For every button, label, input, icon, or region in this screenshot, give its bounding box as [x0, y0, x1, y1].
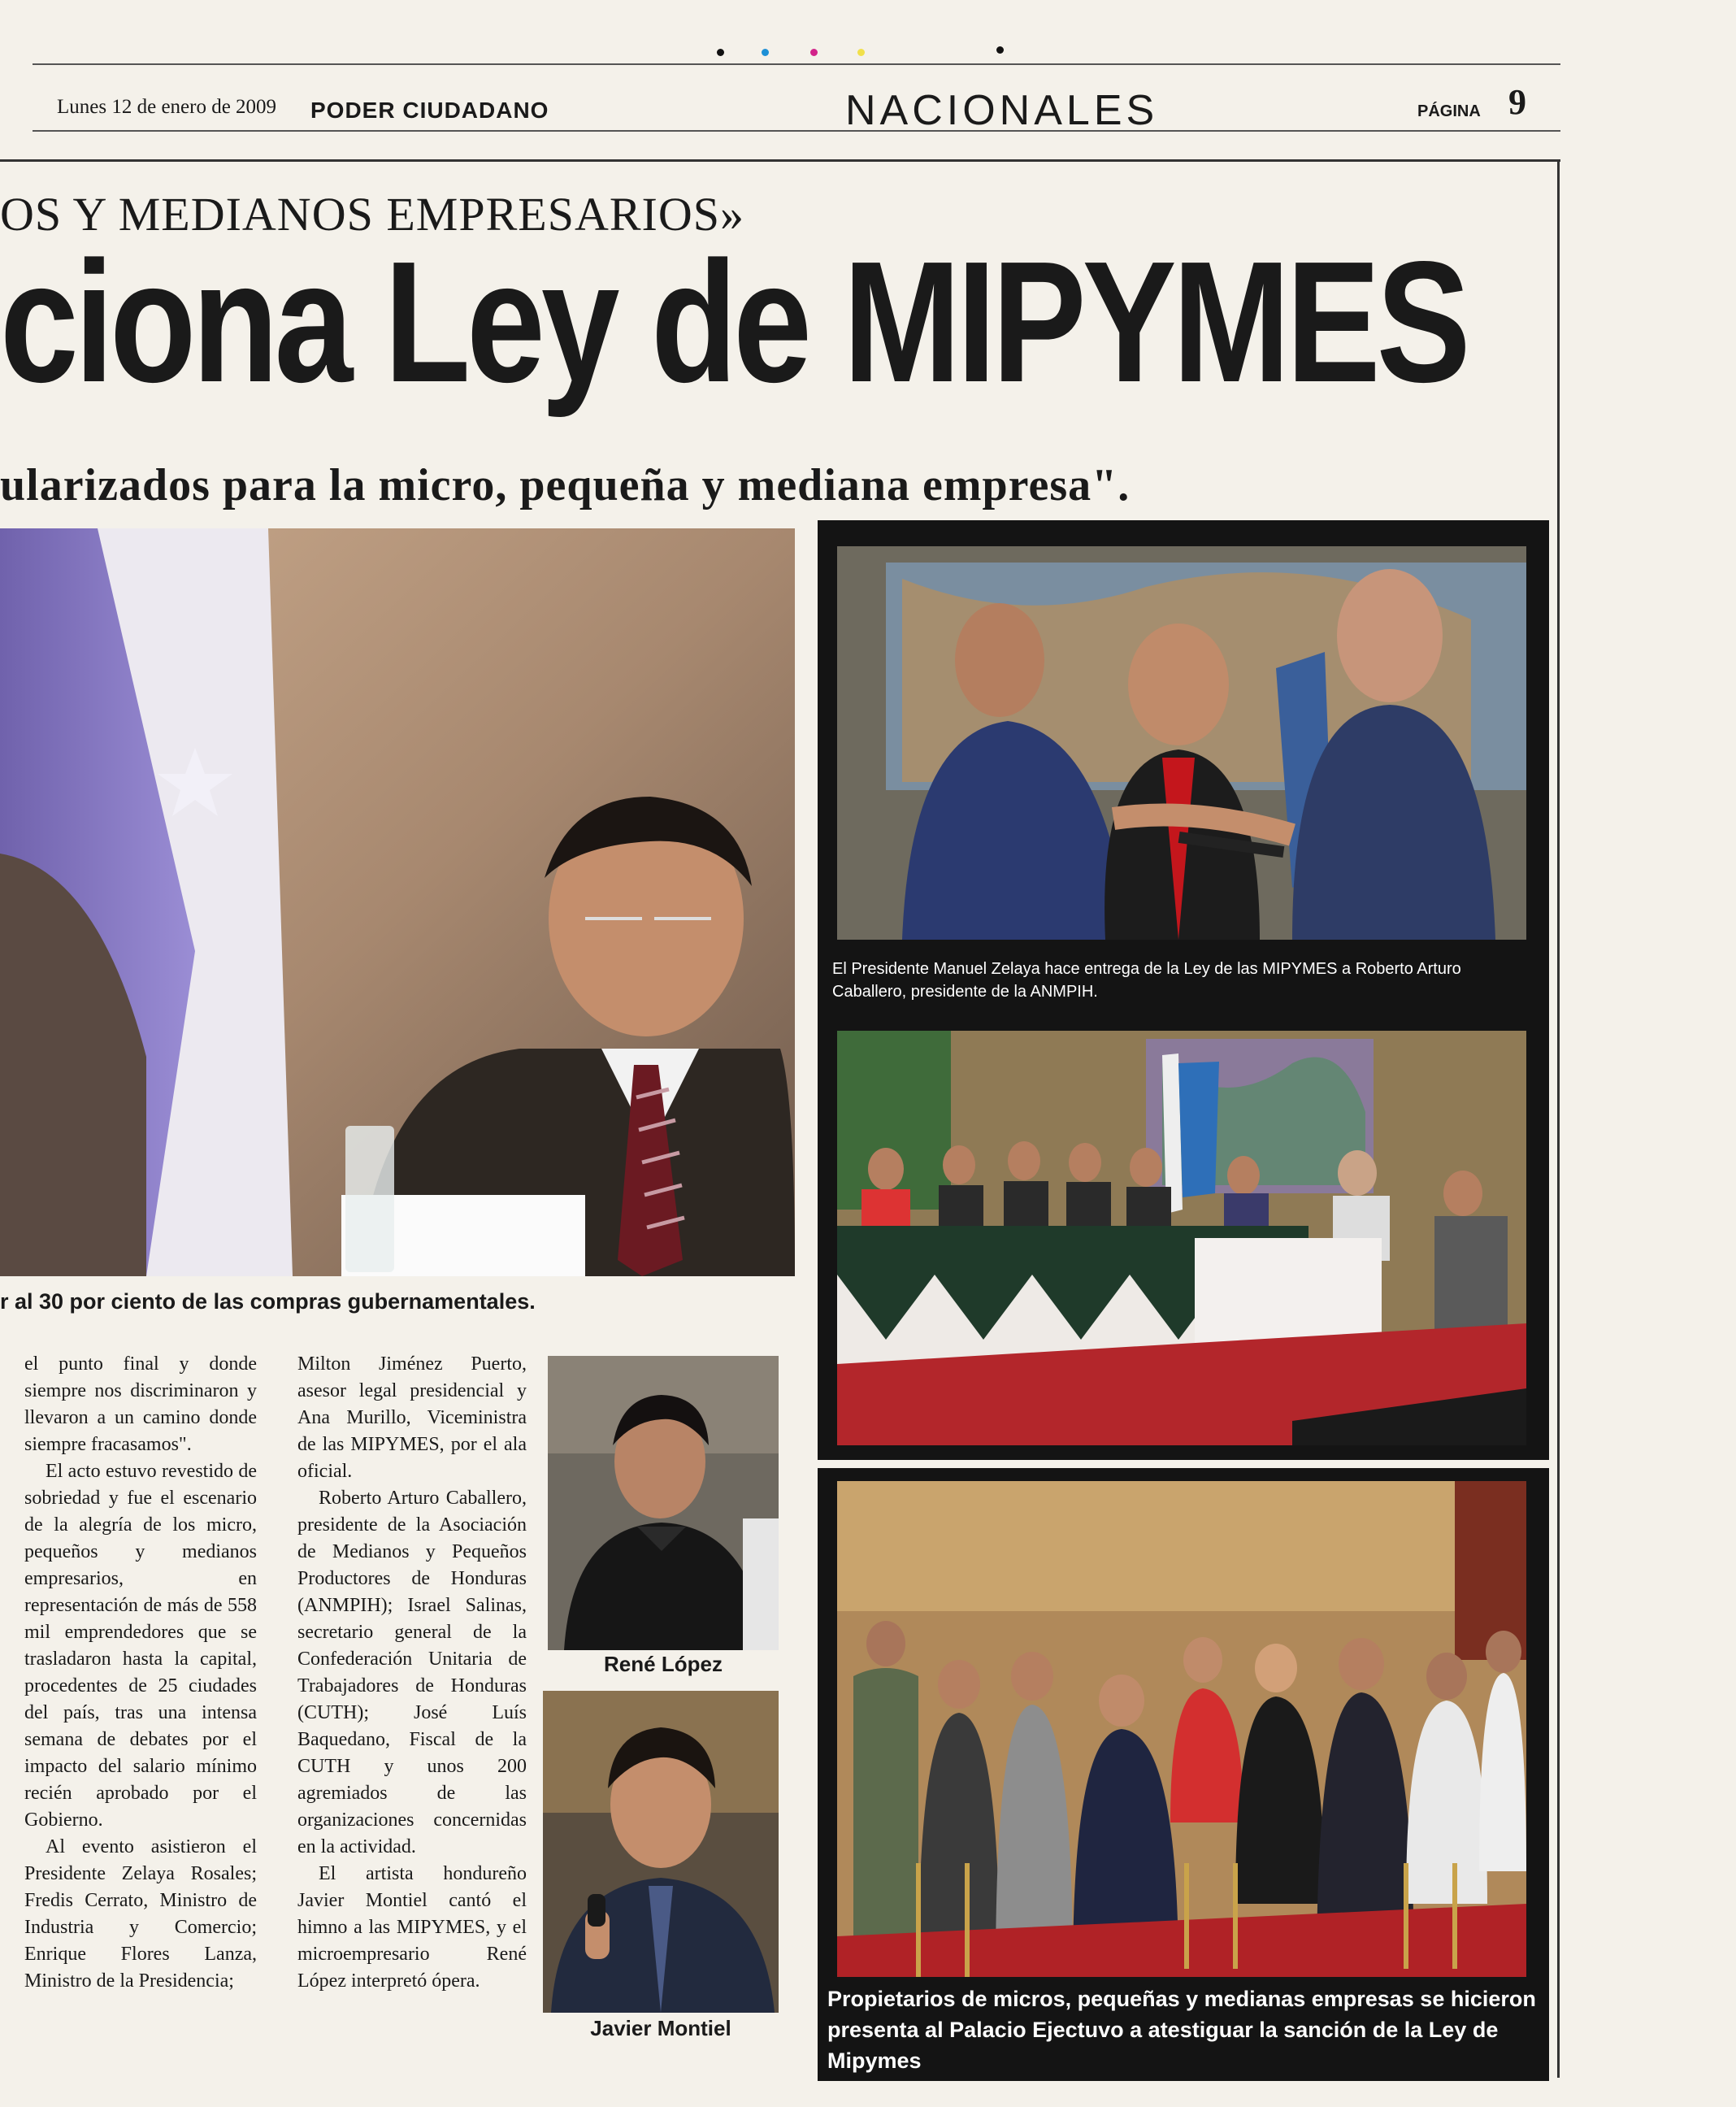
- article-top-rule: [0, 159, 1560, 162]
- main-photo: [0, 528, 795, 1276]
- portrait-javier-montiel-caption: Javier Montiel: [590, 2016, 731, 2040]
- column1-paragraph: Al evento asistieron el Presidente Zelaya Rosales; Fredis Cerrato, Ministro de Industria y Comercio; Enrique Flores Lanza, Ministro de la Presidencia;: [24, 1836, 257, 1992]
- article-right-rule: [1557, 159, 1560, 2078]
- headline: ciona Ley de MIPYMES: [0, 225, 1467, 418]
- page-number: 9: [1508, 82, 1526, 122]
- headline-deck: ularizados para la micro, pequeña y mediana empresa".: [0, 460, 1131, 510]
- article-column-1: [24, 1351, 257, 1995]
- column2-paragraph: El artista hondureño Javier Montiel cantó el himno a las MIPYMES, y el microempresario René López interpretó ópera.: [297, 1863, 527, 1992]
- print-dot-cyan: [762, 49, 769, 56]
- photo1-caption: El Presidente Manuel Zelaya hace entrega de la Ley de las MIPYMES a Roberto Arturo Caballero, presidente de la ANMPIH.: [832, 960, 1461, 1001]
- header-top-rule: [33, 63, 1560, 65]
- print-dot-black: [717, 49, 724, 56]
- column1-paragraph: el punto final y donde siempre nos discriminaron y llevaron a un camino donde siempre fracasamos".: [24, 1353, 257, 1455]
- photo-headtable: [837, 1031, 1526, 1445]
- newspaper-name: PODER CIUDADANO: [310, 98, 549, 123]
- column2-paragraph: Milton Jiménez Puerto, asesor legal presidencial y Ana Murillo, Viceministra de las MIPYMES, por el ala oficial.: [297, 1353, 527, 1482]
- article-column-2: [297, 1351, 527, 1995]
- header-bottom-rule: [33, 130, 1560, 132]
- portrait-rene-lopez: [548, 1356, 779, 1650]
- photo-audience: [837, 1481, 1526, 1977]
- photo-handover: [837, 546, 1526, 940]
- print-dot-yellow: [857, 49, 865, 56]
- column2-paragraph: Roberto Arturo Caballero, presidente de la Asociación de Medianos y Pequeños Productores de Honduras (ANMPIH); Israel Salinas, secretario general de la Confederación Unitaria de Trabajadores de Honduras (CUTH); José Luís Baquedano, Fiscal de la CUTH y unos 200 agremiados de las organizaciones concernidas en la actividad.: [297, 1488, 527, 1857]
- issue-date: Lunes 12 de enero de 2009: [57, 96, 277, 118]
- page-label: PÁGINA: [1417, 102, 1481, 120]
- portrait-javier-montiel: [543, 1691, 779, 2013]
- print-dot-black: [996, 46, 1004, 54]
- main-photo-caption: r al 30 por ciento de las compras gubernamentales.: [0, 1289, 536, 1314]
- photo3-caption: Propietarios de micros, pequeñas y medianas empresas se hicieron presenta al Palacio Ejectuvo a atestiguar la sanción de la Ley de Mipymes: [827, 1987, 1536, 2073]
- print-dot-magenta: [810, 49, 818, 56]
- section-title: NACIONALES: [845, 87, 1159, 134]
- headline-kicker: OS Y MEDIANOS EMPRESARIOS»: [0, 188, 744, 241]
- portrait-rene-lopez-caption: René López: [604, 1652, 723, 1676]
- column1-paragraph: El acto estuvo revestido de sobriedad y fue el escenario de la alegría de los micro, pequeños y medianos empresarios, en representación de más de 558 mil emprendedores que se trasladaron hasta la capital, procedentes de 25 ciudades del país, tras una intensa semana de debates por el impacto del salario mínimo recién aprobado por el Gobierno.: [24, 1461, 257, 1831]
